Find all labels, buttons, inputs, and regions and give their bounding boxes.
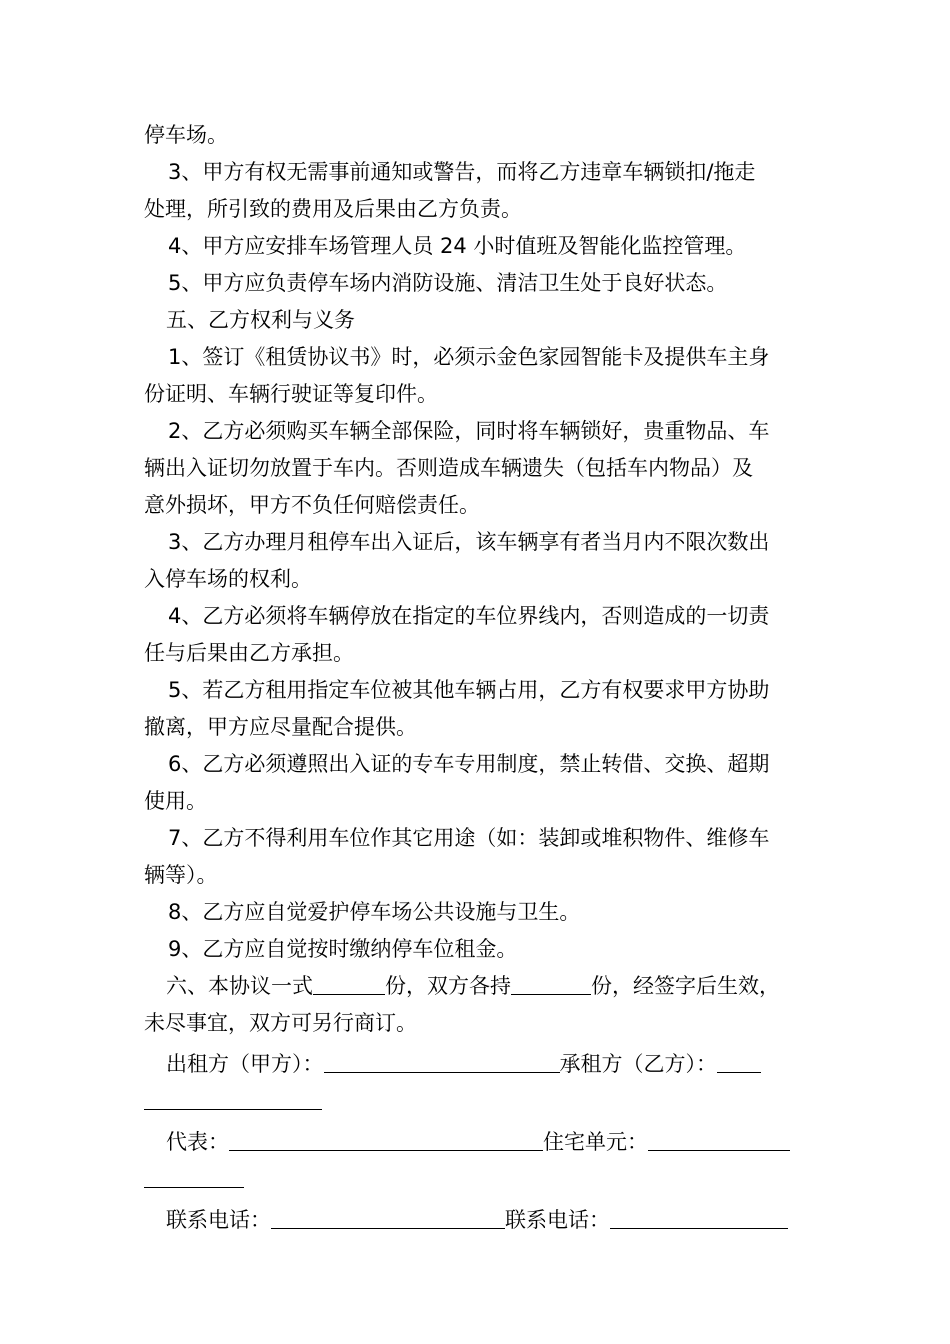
unit-label: 住宅单元： (543, 1130, 648, 1154)
clause-line: 5、甲方应负责停车场内消防设施、清洁卫生处于良好状态。 (168, 271, 728, 295)
lessee-blank[interactable] (717, 1048, 761, 1073)
copies-each-blank[interactable] (511, 970, 591, 995)
paragraph-line: 份证明、车辆行驶证等复印件。 (144, 382, 438, 406)
copies-clause (144, 968, 812, 1005)
unit-blank[interactable] (648, 1126, 790, 1151)
clause-line: 5、若乙方租用指定车位被其他车辆占用，乙方有权要求甲方协助 (168, 678, 770, 702)
clause-line: 3、乙方办理月租停车出入证后，该车辆享有者当月内不限次数出 (168, 530, 770, 554)
signature-row-representative (144, 1124, 812, 1161)
copies-text-1: 六、本协议一式 (166, 974, 313, 998)
copies-text-3: 份，经签字后生效， (591, 974, 780, 998)
phone-blank-lessee[interactable] (610, 1204, 788, 1229)
document-body (144, 117, 812, 1239)
paragraph-line: 处理，所引致的费用及后果由乙方负责。 (144, 197, 522, 221)
paragraph-line: 意外损坏，甲方不负任何赔偿责任。 (144, 493, 480, 517)
phone-blank-lessor[interactable] (271, 1204, 505, 1229)
paragraph-line: 辆出入证切勿放置于车内。否则造成车辆遗失（包括车内物品）及 (144, 456, 753, 480)
clause-line: 8、乙方应自觉爱护停车场公共设施与卫生。 (168, 900, 581, 924)
lessee-blank-continued[interactable] (144, 1085, 322, 1110)
copies-total-blank[interactable] (313, 970, 385, 995)
paragraph-line: 撤离，甲方应尽量配合提供。 (144, 715, 417, 739)
clause-line: 6、乙方必须遵照出入证的专车专用制度，禁止转借、交换、超期 (168, 752, 770, 776)
clause-line: 4、乙方必须将车辆停放在指定的车位界线内，否则造成的一切责 (168, 604, 770, 628)
unit-blank-continued[interactable] (144, 1163, 244, 1188)
clause-line: 9、乙方应自觉按时缴纳停车位租金。 (168, 937, 518, 961)
lessor-label: 出租方（甲方）： (166, 1052, 324, 1076)
signature-row-parties (144, 1046, 812, 1083)
paragraph-line: 未尽事宜，双方可另行商订。 (144, 1011, 417, 1035)
paragraph-line: 入停车场的权利。 (144, 567, 312, 591)
signature-continuation (144, 1083, 812, 1120)
paragraph-line: 停车场。 (144, 123, 228, 147)
lessor-blank[interactable] (324, 1048, 560, 1073)
copies-text-2: 份，双方各持 (385, 974, 511, 998)
paragraph-line: 任与后果由乙方承担。 (144, 641, 354, 665)
signature-continuation (144, 1161, 812, 1198)
lessee-label: 承租方（乙方）： (559, 1052, 717, 1076)
section-heading: 五、乙方权利与义务 (166, 308, 355, 332)
phone-label-lessee: 联系电话： (505, 1208, 610, 1232)
phone-label-lessor: 联系电话： (166, 1208, 271, 1232)
signature-row-phones (144, 1202, 812, 1239)
clause-line: 3、甲方有权无需事前通知或警告，而将乙方违章车辆锁扣/拖走 (168, 160, 756, 184)
clause-line: 2、乙方必须购买车辆全部保险，同时将车辆锁好，贵重物品、车 (168, 419, 770, 443)
clause-line: 4、甲方应安排车场管理人员 24 小时值班及智能化监控管理。 (168, 234, 747, 258)
representative-label: 代表： (166, 1130, 229, 1154)
paragraph-line: 辆等）。 (144, 863, 218, 887)
representative-blank[interactable] (229, 1126, 543, 1151)
paragraph-line: 使用。 (144, 789, 207, 813)
clause-line: 7、乙方不得利用车位作其它用途（如：装卸或堆积物件、维修车 (168, 826, 770, 850)
clause-line: 1、签订《租赁协议书》时，必须示金色家园智能卡及提供车主身 (168, 345, 770, 369)
